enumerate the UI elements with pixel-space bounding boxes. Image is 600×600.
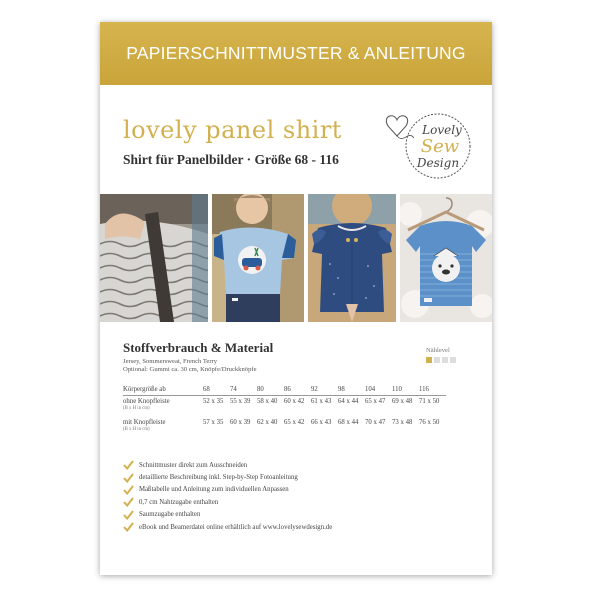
size-cell: 52 x 35 — [203, 398, 224, 405]
list-item — [123, 459, 332, 471]
size-cell: 71 x 50 — [419, 398, 440, 405]
row-sublabel: (B x H in cm) — [123, 406, 150, 411]
skill-level-box — [434, 357, 440, 363]
list-item — [123, 509, 332, 521]
feature-text: Maßtabelle und Anleitung zum individuellen Anpassen — [139, 486, 289, 494]
checkmark-icon — [123, 473, 134, 483]
material-fabrics: Jersey, Sommersweat, French Terry — [123, 358, 218, 365]
size-cell: 61 x 43 — [311, 398, 332, 405]
size-header-cell: 80 — [257, 386, 264, 393]
size-cell: 76 x 50 — [419, 419, 440, 426]
checkmark-icon — [123, 510, 134, 520]
size-cell: 55 x 39 — [230, 398, 251, 405]
row-label — [123, 419, 203, 432]
product-subtitle: Shirt für Panelbilder · Größe 68 - 116 — [123, 152, 339, 167]
row-label-text: mit Knopfleiste — [123, 419, 166, 426]
header-banner — [100, 22, 492, 85]
checkmark-icon — [123, 497, 134, 507]
checkmark-icon — [123, 522, 134, 532]
feature-text: 0,7 cm Nahtzugabe enthalten — [139, 498, 219, 506]
size-cell: 66 x 43 — [311, 419, 332, 426]
size-table — [123, 386, 446, 432]
row-sublabel: (B x H in cm) — [123, 427, 150, 432]
size-header-cell: 104 — [365, 386, 376, 393]
size-header-cell: 98 — [338, 386, 345, 393]
size-cell: 62 x 40 — [257, 419, 278, 426]
material-optional: Optional: Gummi ca. 30 cm, Knöpfe/Druckknöpfe — [123, 366, 257, 373]
pattern-cover — [100, 22, 492, 575]
size-header-cell: 86 — [284, 386, 291, 393]
photo-child-back-ruffle-shirt-icon — [308, 194, 396, 322]
skill-level-box — [450, 357, 456, 363]
size-cell: 69 x 48 — [392, 398, 413, 405]
row-label — [123, 398, 203, 419]
skill-level-box — [426, 357, 432, 363]
photo-child-striped-shirt-icon — [100, 194, 208, 322]
list-item — [123, 484, 332, 496]
list-item — [123, 521, 332, 533]
size-cell: 70 x 47 — [365, 419, 386, 426]
skill-level-label: Nählevel — [426, 347, 450, 354]
skill-level-box — [442, 357, 448, 363]
size-cell: 65 x 42 — [284, 419, 305, 426]
photo-shirt-on-hanger-icon — [400, 194, 492, 322]
logo-line3: Design — [416, 156, 460, 170]
table-row — [123, 419, 446, 432]
list-item — [123, 471, 332, 483]
size-cell: 60 x 42 — [284, 398, 305, 405]
skill-level-indicator — [426, 357, 456, 363]
checkmark-icon — [123, 485, 134, 495]
feature-text: eBook und Beamerdatei online erhältlich auf www.lovelysewdesign.de — [139, 523, 333, 531]
size-cell: 64 x 44 — [338, 398, 359, 405]
material-title: Stoffverbrauch & Material — [123, 340, 274, 355]
size-table-header — [123, 386, 446, 396]
row-label-text: ohne Knopfleiste — [123, 398, 170, 405]
size-cell: 73 x 48 — [392, 419, 413, 426]
size-header-cell: 110 — [392, 386, 402, 393]
size-header-cell: 74 — [230, 386, 237, 393]
photo-child-car-panel-shirt-icon — [212, 194, 304, 322]
brand-logo — [380, 104, 476, 184]
photo-strip — [100, 194, 492, 322]
size-header-cell: 92 — [311, 386, 318, 393]
checkmark-icon — [123, 460, 134, 470]
feature-text: Schnittmuster direkt zum Ausschneiden — [139, 461, 248, 469]
table-row — [123, 398, 446, 419]
size-cell: 68 x 44 — [338, 419, 359, 426]
size-cell: 65 x 47 — [365, 398, 386, 405]
size-header-label: Körpergröße ab — [123, 386, 166, 393]
size-cell: 60 x 39 — [230, 419, 251, 426]
list-item — [123, 496, 332, 508]
feature-text: detaillierte Beschreibung inkl. Step-by-Step Fotoanleitung — [139, 474, 298, 482]
logo-line2: Sew — [420, 136, 460, 157]
size-header-cell: 68 — [203, 386, 210, 393]
logo-line1: Lovely — [422, 123, 462, 137]
feature-text: Saumzugabe enthalten — [139, 511, 201, 519]
size-cell: 57 x 35 — [203, 419, 224, 426]
size-cell: 58 x 40 — [257, 398, 278, 405]
size-header-cell: 116 — [419, 386, 429, 393]
feature-list — [123, 459, 332, 533]
banner-text: PAPIERSCHNITTMUSTER & ANLEITUNG — [126, 43, 466, 63]
product-title: lovely panel shirt — [123, 116, 342, 144]
